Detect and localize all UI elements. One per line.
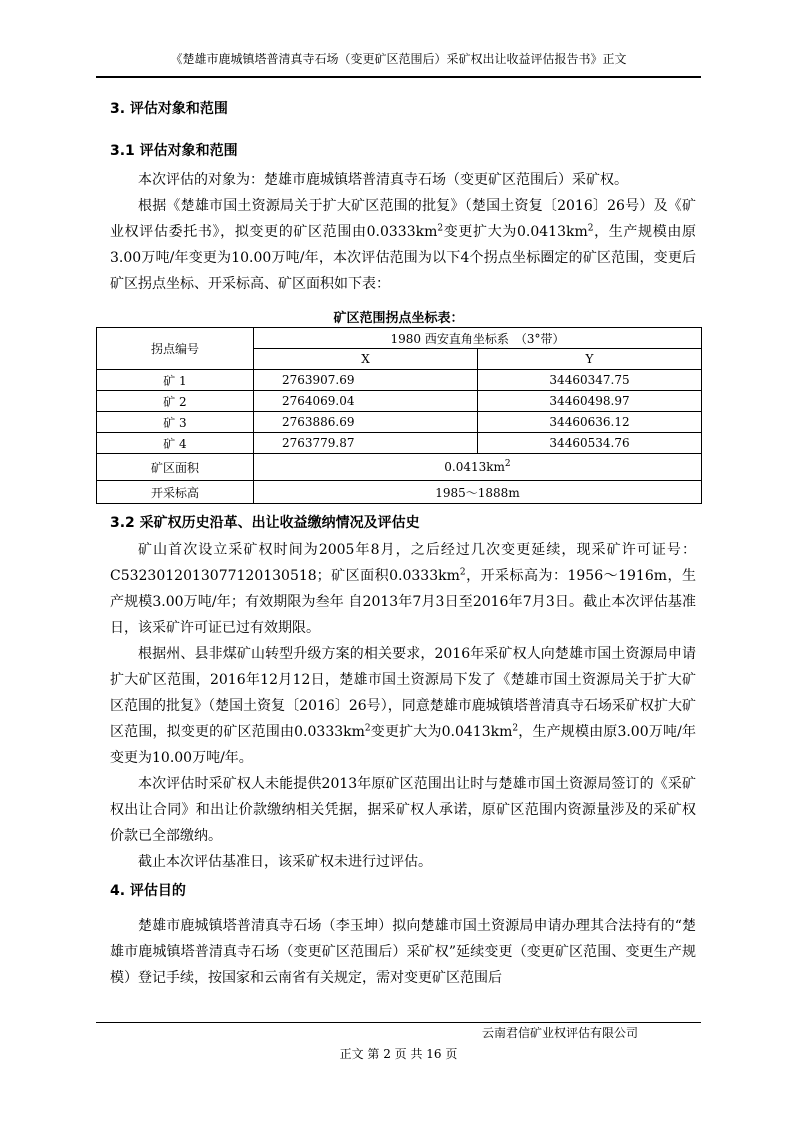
superscript: 2 <box>364 723 371 734</box>
cell-point-name: 矿 4 <box>97 433 254 454</box>
footer-divider <box>96 1022 701 1023</box>
text-segment: ，开采标高为：1956～1916m，生产规模3.00万吨/年；有效期限为叁年 自2013年7月3日至2016年7月3日。截止本次评估基准日，该采矿许可证已过有效期限。 <box>110 568 696 636</box>
cell-point-name: 矿 1 <box>97 370 254 391</box>
section-3-2-paragraph-3: 本次评估时采矿权人未能提供2013年原矿区范围出让时与楚雄市国土资源局签订的《采矿权出让合同》和出让价款缴纳相关凭据，据采矿权人承诺，原矿区范围内资源量涉及的采矿权价款已全部缴纳。 <box>110 776 696 844</box>
text-segment: 根据州、县非煤矿山转型升级方案的相关要求，2016年采矿权人向楚雄市国土资源局申请扩大矿区范围，2016年12月12日，楚雄市国土资源局下发了《楚雄市国土资源局关于扩大矿区范围的批复》（楚国土资复〔2016〕26号），同意楚雄市鹿城镇塔普清真寺石场采矿权扩大矿区范围，拟变更的矿区范围由0.0333km <box>110 646 696 740</box>
table-row <box>97 370 702 391</box>
section-4-heading: 4. 评估目的 <box>110 883 186 899</box>
cell-y: 34460347.75 <box>478 370 702 391</box>
section-4-paragraph-1: 楚雄市鹿城镇塔普清真寺石场（李玉坤）拟向楚雄市国土资源局申请办理其合法持有的“楚雄市鹿城镇塔普清真寺石场（变更矿区范围后）采矿权”延续变更（变更矿区范围、变更生产规模）登记手续，按国家和云南省有关规定，需对变更矿区范围后 <box>110 918 696 986</box>
section-3-heading: 3. 评估对象和范围 <box>110 101 228 117</box>
text-segment: 矿山首次设立采矿权时间为2005年8月，之后经过几次变更延续，现采矿许可证号：C5323012013077120130518；矿区面积0.0333km <box>110 542 696 584</box>
cell-point-name: 矿 3 <box>97 412 254 433</box>
coordinates-table <box>96 327 702 504</box>
footer-company: 云南君信矿业权评估有限公司 <box>482 1026 639 1040</box>
section-3-1-paragraph-2 <box>110 193 696 297</box>
header-x: X <box>253 349 477 370</box>
table-header-row <box>97 328 702 349</box>
text-segment: 根据《楚雄市国土资源局关于扩大矿区范围的批复》（楚国土资复〔2016〕26号）及《矿业权评估委托书》，拟变更的矿区范围由0.0333km <box>110 198 696 240</box>
superscript: 2 <box>504 459 511 469</box>
section-3-1-paragraph-1: 本次评估的对象为：楚雄市鹿城镇塔普清真寺石场（变更矿区范围后）采矿权。 <box>138 172 628 188</box>
header-coord-system: 1980 西安直角坐标系 （3°带） <box>253 328 701 349</box>
cell-area-label: 矿区面积 <box>97 454 254 481</box>
cell-elevation-label: 开采标高 <box>97 481 254 504</box>
cell-area-value <box>253 454 701 481</box>
cell-point-name: 矿 2 <box>97 391 254 412</box>
table-row <box>97 391 702 412</box>
section-3-2-paragraph-4: 截止本次评估基准日，该采矿权未进行过评估。 <box>138 854 432 870</box>
superscript: 2 <box>437 223 444 234</box>
running-header: 《楚雄市鹿城镇塔普清真寺石场（变更矿区范围后）采矿权出让收益评估报告书》正文 <box>170 52 627 66</box>
text-segment: 变更扩大为0.0413km <box>370 724 513 740</box>
cell-elevation-value: 1985～1888m <box>253 481 701 504</box>
cell-y: 34460636.12 <box>478 412 702 433</box>
table-row-elevation <box>97 481 702 504</box>
table-row-area <box>97 454 702 481</box>
superscript: 2 <box>459 567 466 578</box>
footer-page-number: 正文 第 2 页 共 16 页 <box>339 1047 458 1061</box>
section-3-2-paragraph-1 <box>110 537 696 641</box>
header-y: Y <box>478 349 702 370</box>
header-point-id: 拐点编号 <box>97 328 254 370</box>
section-3-1-heading: 3.1 评估对象和范围 <box>110 143 238 159</box>
cell-x: 2763779.87 <box>253 433 477 454</box>
text-segment: ，生产规模由原3.00万吨/年变更为10.00万吨/年，本次评估范围为以下4个拐点坐标圈定的矿区范围，变更后矿区拐点坐标、开采标高、矿区面积如下表： <box>110 224 696 292</box>
header-divider <box>96 76 701 78</box>
text-segment: 变更扩大为0.0413km <box>443 224 588 240</box>
superscript: 2 <box>587 223 594 234</box>
cell-x: 2764069.04 <box>253 391 477 412</box>
cell-y: 34460498.97 <box>478 391 702 412</box>
superscript: 2 <box>512 723 519 734</box>
cell-x: 2763907.69 <box>253 370 477 391</box>
table-row <box>97 433 702 454</box>
text-segment: ，生产规模由原3.00万吨/年变更为10.00万吨/年。 <box>110 724 697 766</box>
section-3-2-heading: 3.2 采矿权历史沿革、出让收益缴纳情况及评估史 <box>110 515 420 531</box>
cell-x: 2763886.69 <box>253 412 477 433</box>
cell-y: 34460534.76 <box>478 433 702 454</box>
table-row <box>97 412 702 433</box>
section-3-2-paragraph-2 <box>110 641 696 771</box>
area-value: 0.0413km <box>444 460 505 474</box>
table-caption: 矿区范围拐点坐标表： <box>333 311 464 326</box>
